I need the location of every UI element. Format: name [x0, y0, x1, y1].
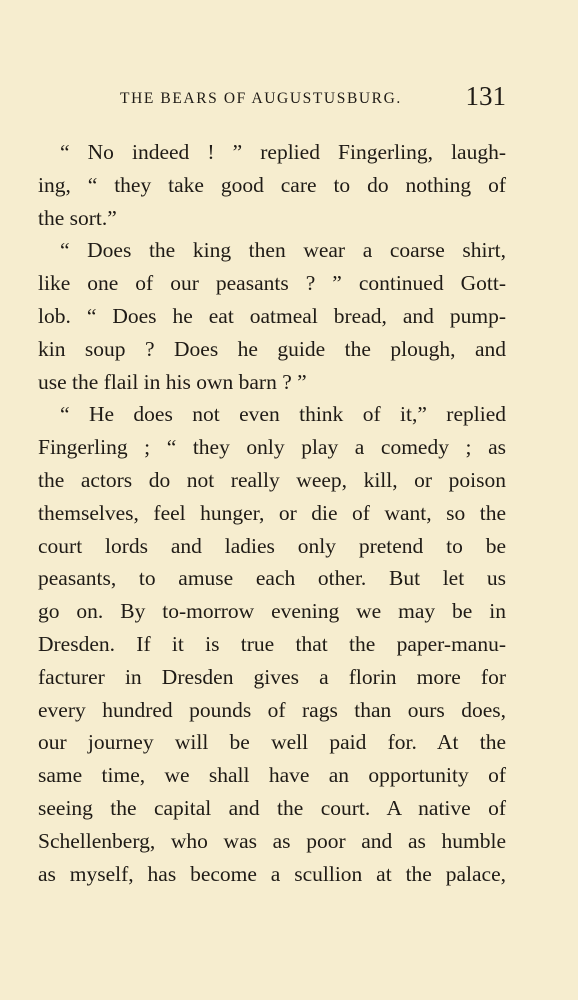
- body-text: [38, 136, 506, 890]
- page-header: [38, 81, 506, 113]
- text-line: the sort.”: [38, 205, 117, 230]
- text-line: our journey will be well paid for. At the: [38, 730, 506, 755]
- text-line: “ He does not even think of it,” replied: [60, 402, 506, 427]
- text-line: like one of our peasants ? ” continued Gott-: [38, 271, 506, 296]
- text-line: themselves, feel hunger, or die of want, so the: [38, 500, 506, 525]
- text-line: “ No indeed ! ” replied Fingerling, laugh-: [60, 140, 506, 164]
- text-line: go on. By to-morrow evening we may be in: [38, 599, 506, 624]
- text-line: lob. “ Does he eat oatmeal bread, and pump-: [38, 303, 506, 328]
- running-head: THE BEARS OF AUGUSTUSBURG.: [120, 90, 402, 107]
- text-line: as myself, has become a scullion at the palace,: [38, 861, 506, 886]
- text-line: use the flail in his own barn ? ”: [38, 369, 307, 394]
- text-line: facturer in Dresden gives a florin more for: [38, 664, 506, 689]
- text-line: kin soup ? Does he guide the plough, and: [38, 336, 506, 361]
- text-line: “ Does the king then wear a coarse shirt,: [60, 238, 506, 263]
- text-line: ing, “ they take good care to do nothing of: [38, 172, 506, 197]
- text-line: peasants, to amuse each other. But let us: [38, 566, 506, 591]
- text-line: Fingerling ; “ they only play a comedy ; as: [38, 435, 506, 460]
- text-line: every hundred pounds of rags than ours does,: [38, 697, 506, 722]
- text-line: the actors do not really weep, kill, or poison: [38, 467, 506, 492]
- text-line: Schellenberg, who was as poor and as humble: [38, 828, 506, 853]
- text-line: seeing the capital and the court. A native of: [38, 795, 506, 820]
- text-line: Dresden. If it is true that the paper-manu-: [38, 631, 506, 656]
- text-line: court lords and ladies only pretend to be: [38, 533, 506, 558]
- text-line: same time, we shall have an opportunity of: [38, 763, 506, 788]
- page-number: 131: [465, 81, 506, 111]
